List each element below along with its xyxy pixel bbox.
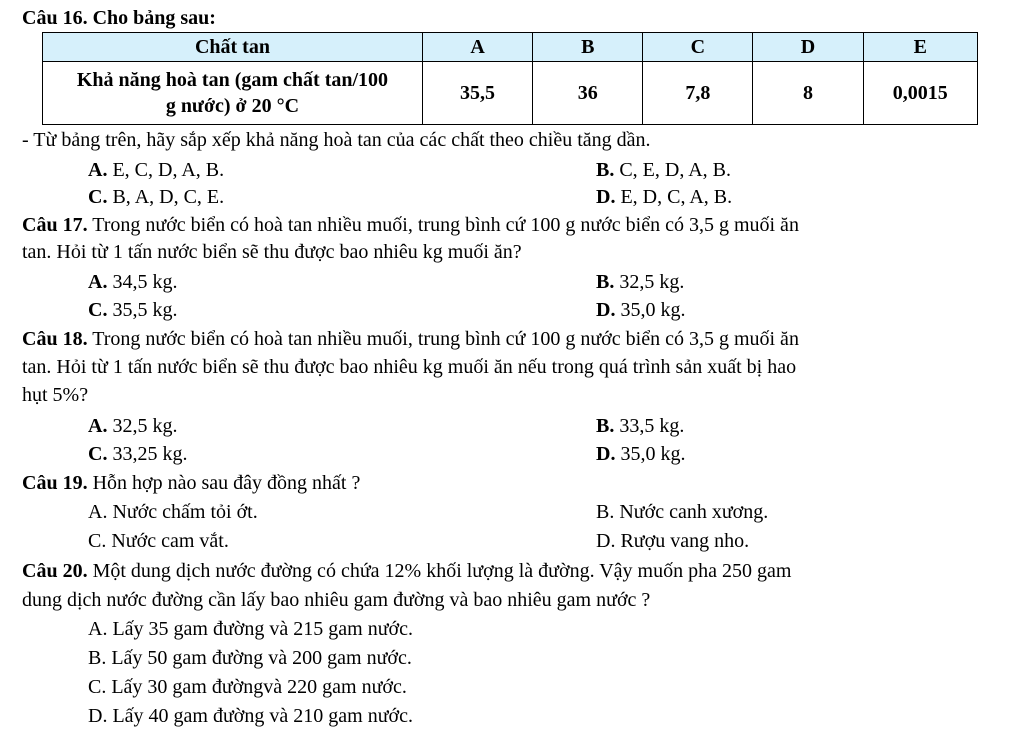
table-cell: 8: [753, 62, 863, 125]
q16-option-b[interactable]: [596, 156, 731, 184]
q19-option-a[interactable]: A. Nước chấm tỏi ớt.: [88, 501, 258, 523]
q20-option-a[interactable]: A. Lấy 35 gam đường và 215 gam nước.: [88, 618, 413, 640]
option-text: E, D, C, A, B.: [620, 186, 733, 208]
q18-line-3: hụt 5%?: [22, 384, 89, 406]
q18-option-d[interactable]: [596, 440, 685, 468]
q17-line-2: tan. Hỏi từ 1 tấn nước biển sẽ thu được bao nhiêu kg muối ăn?: [22, 241, 522, 263]
q18-option-a[interactable]: [88, 412, 177, 440]
q19-line: [22, 469, 360, 497]
q18-option-b[interactable]: [596, 412, 684, 440]
q19-number: Câu 19.: [22, 472, 88, 494]
q19-text: Hỗn hợp nào sau đây đồng nhất ?: [92, 472, 361, 494]
q20-text-1: Một dung dịch nước đường có chứa 12% khối lượng là đường. Vậy muốn pha 250 gam: [92, 560, 792, 582]
option-letter: D.: [596, 299, 616, 321]
q17-line-1: [22, 211, 799, 239]
q18-number: Câu 18.: [22, 328, 88, 350]
q20-line-1: [22, 557, 791, 585]
q17-option-d[interactable]: [596, 296, 685, 324]
table-header-cell: C: [643, 33, 753, 62]
option-text: 32,5 kg.: [619, 271, 685, 293]
solubility-table: [42, 32, 978, 125]
q20-option-b[interactable]: B. Lấy 50 gam đường và 200 gam nước.: [88, 647, 412, 669]
q18-text-1: Trong nước biển có hoà tan nhiều muối, trung bình cứ 100 g nước biển có 3,5 g muối ăn: [92, 328, 799, 350]
table-cell: 0,0015: [863, 62, 977, 125]
option-letter: D.: [596, 443, 616, 465]
q18-line-1: [22, 325, 799, 353]
q16-heading: [22, 4, 216, 32]
option-text: 33,25 kg.: [112, 443, 188, 465]
option-text: B, A, D, C, E.: [112, 186, 225, 208]
option-letter: C.: [88, 186, 108, 208]
option-letter: A.: [88, 415, 108, 437]
q19-option-d[interactable]: D. Rượu vang nho.: [596, 530, 750, 552]
table-cell: 36: [533, 62, 643, 125]
q16-option-d[interactable]: [596, 183, 732, 211]
row-label-line-2: g nước) ở 20 °C: [165, 95, 300, 117]
q16-option-c[interactable]: [88, 183, 224, 211]
row-label-line-1: Khả năng hoà tan (gam chất tan/100: [76, 69, 389, 91]
q18-option-c[interactable]: [88, 440, 187, 468]
q16-text: Cho bảng sau:: [92, 7, 216, 29]
option-text: 35,0 kg.: [620, 443, 686, 465]
table-row-label: [43, 62, 423, 125]
q17-option-c[interactable]: [88, 296, 177, 324]
option-text: 32,5 kg.: [112, 415, 178, 437]
option-letter: A.: [88, 271, 108, 293]
table-cell: 35,5: [422, 62, 532, 125]
option-letter: C.: [88, 443, 108, 465]
option-text: 34,5 kg.: [112, 271, 178, 293]
q17-number: Câu 17.: [22, 214, 88, 236]
q20-option-d[interactable]: D. Lấy 40 gam đường và 210 gam nước.: [88, 705, 413, 727]
option-text: C, E, D, A, B.: [619, 159, 732, 181]
q16-instruction: - Từ bảng trên, hãy sắp xếp khả năng hoà tan của các chất theo chiều tăng dần.: [22, 129, 651, 151]
table-row: [43, 62, 978, 125]
table-header-cell: B: [533, 33, 643, 62]
q17-option-b[interactable]: [596, 268, 684, 296]
table-header-cell: D: [753, 33, 863, 62]
option-text: 35,5 kg.: [112, 299, 178, 321]
q17-text-1: Trong nước biển có hoà tan nhiều muối, trung bình cứ 100 g nước biển có 3,5 g muối ăn: [92, 214, 799, 236]
table-header-cell: Chất tan: [43, 33, 423, 62]
option-text: E, C, D, A, B.: [112, 159, 225, 181]
table-cell: 7,8: [643, 62, 753, 125]
q16-option-a[interactable]: [88, 156, 224, 184]
option-letter: B.: [596, 159, 615, 181]
q19-option-c[interactable]: C. Nước cam vắt.: [88, 530, 229, 552]
option-letter: B.: [596, 415, 615, 437]
option-letter: C.: [88, 299, 108, 321]
option-letter: D.: [596, 186, 616, 208]
option-letter: A.: [88, 159, 108, 181]
table-header-row: [43, 33, 978, 62]
option-text: 35,0 kg.: [620, 299, 686, 321]
option-text: 33,5 kg.: [619, 415, 685, 437]
table-header-cell: E: [863, 33, 977, 62]
q20-option-c[interactable]: C. Lấy 30 gam đườngvà 220 gam nước.: [88, 676, 407, 698]
table-header-cell: A: [422, 33, 532, 62]
option-letter: B.: [596, 271, 615, 293]
q20-line-2: dung dịch nước đường cần lấy bao nhiêu gam đường và bao nhiêu gam nước ?: [22, 589, 651, 611]
q18-line-2: tan. Hỏi từ 1 tấn nước biển sẽ thu được bao nhiêu kg muối ăn nếu trong quá trình sản xuất bị hao: [22, 356, 797, 378]
q19-option-b[interactable]: B. Nước canh xương.: [596, 501, 769, 523]
q20-number: Câu 20.: [22, 560, 88, 582]
q17-option-a[interactable]: [88, 268, 177, 296]
q16-number: Câu 16.: [22, 7, 88, 29]
